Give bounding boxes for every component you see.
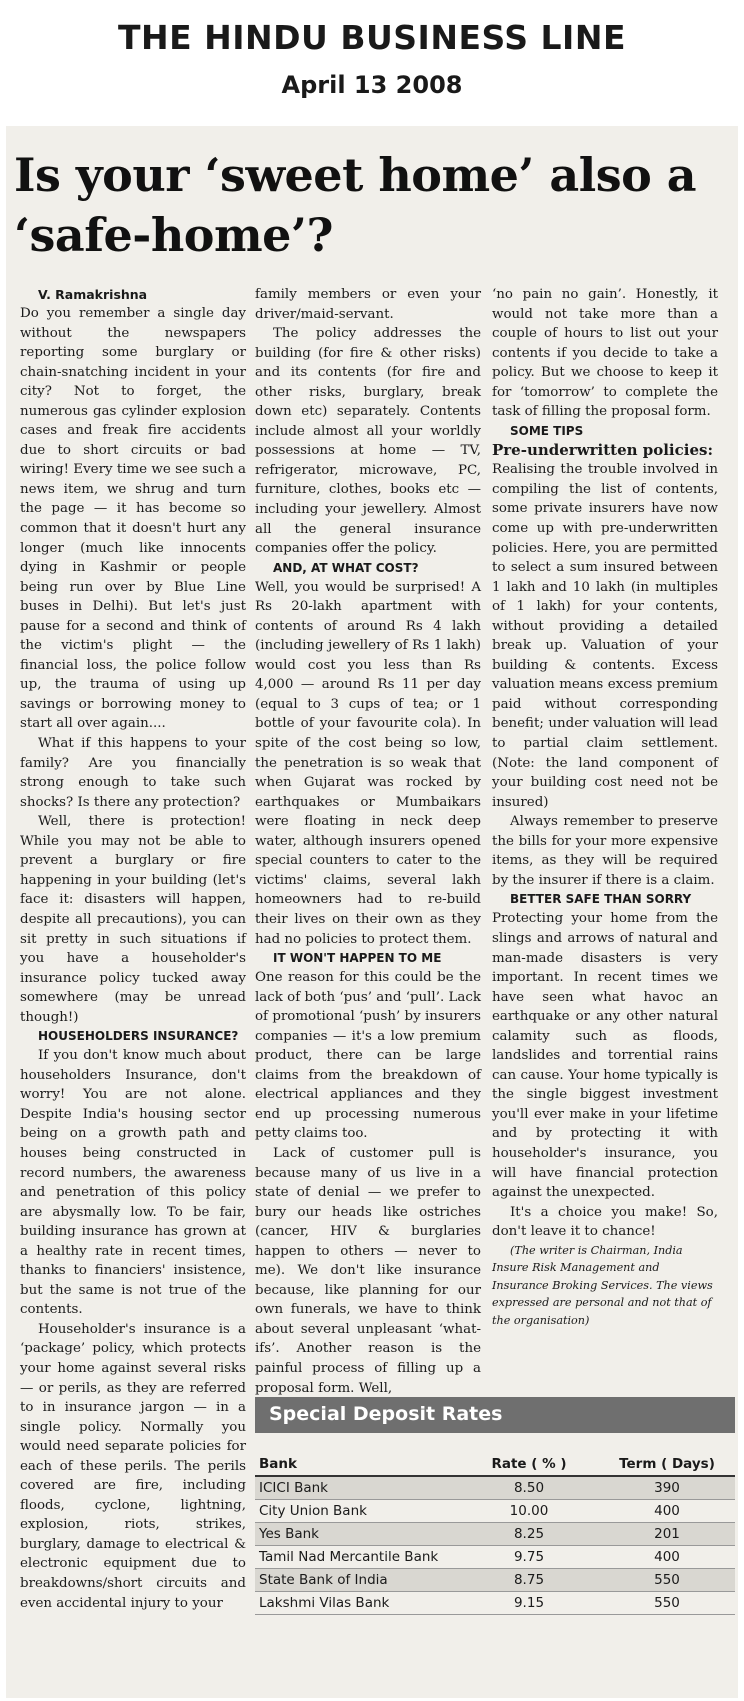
rate-column-header: Rate ( % ) — [459, 1452, 599, 1476]
table-row — [255, 1523, 735, 1546]
section-heading: SOME TIPS — [510, 423, 584, 438]
article-paragraph: family members or even your driver/maid-servant. — [255, 287, 481, 322]
newspaper-name: THE HINDU BUSINESS LINE — [117, 18, 626, 57]
headline-line-2: ‘safe-home’? — [14, 208, 333, 262]
article-paragraph: ‘no pain no gain’. Honestly, it would not take more than a couple of hours to list out your contents if you decide to take a policy. But we choose to keep it for ‘tomorrow’ to complete the task of filling the proposal form. — [492, 287, 718, 420]
rate-cell: 10.00 — [459, 1500, 599, 1523]
article-paragraph: Do you remember a single day without the newspapers reporting some burglary or chain-snatching incident in your city? Not to forget, the numerous gas cylinder explosion cases and freak fire accidents due to short circuits or bad wiring! Every time we see such a news item, we shrug and turn the page — it has become so common that it doesn't hurt any longer (much like innocents dying in Kashmir or people being run over by Blue Line buses in Delhi). But let's just pause for a second and think of the victim's plight — the financial loss, the police follow up, the trauma of using up savings or borrowing money to start all over again.... — [20, 306, 246, 732]
article-paragraph: The policy addresses the building (for fire & other risks) and its contents (for fire and other risks, burglary, break down etc) separately. Contents include almost all your worldly possessions at home — TV, refrigerator, microwave, PC, furniture, clothes, books etc — including your jewellery. Almost all the general insurance companies offer the policy. — [255, 326, 481, 557]
bank-cell: Tamil Nad Mercantile Bank — [255, 1546, 459, 1569]
rate-cell: 9.75 — [459, 1546, 599, 1569]
rate-cell: 8.25 — [459, 1523, 599, 1546]
article-paragraph: Always remember to preserve the bills for your more expensive items, as they will be required by the insurer if there is a claim. — [492, 814, 718, 888]
bank-column-header: Bank — [255, 1452, 459, 1476]
term-cell: 201 — [599, 1523, 735, 1546]
bank-cell: Lakshmi Vilas Bank — [255, 1592, 459, 1615]
rates-title: Special Deposit Rates — [269, 1403, 503, 1425]
rate-cell: 9.15 — [459, 1592, 599, 1615]
article-paragraph: If you don't know much about householders Insurance, don't worry! You are not alone. Despite India's housing sector being on a growth path and houses being constructed in record numbers, the awareness and penetration of this policy are abysmally low. To be fair, building insurance has grown at a healthy rate in recent times, thanks to financiers' insistence, but the same is not true of the contents. — [20, 1048, 246, 1318]
term-cell: 400 — [599, 1546, 735, 1569]
rate-cell: 8.50 — [459, 1476, 599, 1500]
bank-cell: State Bank of India — [255, 1569, 459, 1592]
bank-cell: Yes Bank — [255, 1523, 459, 1546]
bank-cell: City Union Bank — [255, 1500, 459, 1523]
article-paragraph: Lack of customer pull is because many of us live in a state of denial — we prefer to bury our heads like ostriches (cancer, HIV & burglaries happen to others — never to me). We don't like insurance because, like planning for our own funerals, we have to think about several unpleasant ‘what-ifs’. Another reason is the painful process of filling up a proposal form. Well, — [255, 1145, 481, 1396]
headline-line-1: Is your ‘sweet home’ also a — [14, 148, 697, 202]
table-row — [255, 1569, 735, 1592]
byline: V. Ramakrishna — [38, 287, 148, 302]
term-cell: 400 — [599, 1500, 735, 1523]
table-row — [255, 1476, 735, 1500]
section-heading: HOUSEHOLDERS INSURANCE? — [38, 1029, 239, 1044]
term-cell: 550 — [599, 1592, 735, 1615]
term-cell: 550 — [599, 1569, 735, 1592]
publication-date: April 13 2008 — [281, 71, 463, 99]
section-heading: IT WON'T HAPPEN TO ME — [273, 951, 442, 966]
rates-banner — [255, 1397, 735, 1433]
deposit-rates-box — [255, 1397, 735, 1687]
article-paragraph: Well, you would be surprised! A Rs 20-lakh apartment with contents of around Rs 4 lakh (including jewellery of Rs 1 lakh) would cost you less than Rs 4,000 — around Rs 11 per day (equal to 3 cups of tea; or 1 bottle of your favourite cola). In spite of the cost being so low, the penetration is so weak that when Gujarat was rocked by earthquakes or Mumbaikars were floating in neck deep water, although insurers opened special counters to cater to the victims' claims, several lakh homeowners had to re-build their lives on their own as they had no policies to protect them. — [255, 579, 481, 947]
masthead — [0, 0, 744, 130]
rates-table — [255, 1452, 735, 1615]
table-row — [255, 1592, 735, 1615]
tip-lead: Pre-underwritten policies: — [492, 440, 713, 459]
article-paragraph: What if this happens to your family? Are you financially strong enough to take such shocks? Is there any protection? — [20, 736, 246, 810]
section-heading: AND, AT WHAT COST? — [273, 560, 419, 575]
article-paragraph: One reason for this could be the lack of both ‘pus’ and ‘pull’. Lack of promotional ‘push’ by insurers companies — it's a low premium product, there can be large claims from the breakdown of electrical appliances and they end up processing numerous petty claims too. — [255, 970, 481, 1142]
article-column-2 — [255, 285, 481, 1398]
article-paragraph: Householder's insurance is a ‘package’ policy, which protects your home against several risks — or perils, as they are referred to in insurance jargon — in a single policy. Normally you would need separate policies for each of these perils. The perils covered are fire, including floods, cyclone, lightning, explosion, riots, strikes, burglary, damage to electrical & electronic equipment due to breakdowns/short circuits and even accidental injury to your — [20, 1321, 246, 1611]
author-note: (The writer is Chairman, India Insure Risk Management and Insurance Broking Services. The views expressed are personal and not that of the organisation) — [492, 1243, 713, 1327]
article-paragraph: Well, there is protection! While you may not be able to prevent a burglary or fire happening in your building (let's face it: disasters will happen, despite all precautions), you can sit pretty in such situations if you have a householder's insurance policy tucked away somewhere (may be unread though!) — [20, 814, 246, 1025]
article-column-3 — [492, 285, 718, 1329]
table-row — [255, 1500, 735, 1523]
table-row — [255, 1546, 735, 1569]
section-heading: BETTER SAFE THAN SORRY — [510, 892, 692, 907]
article-paragraph: It's a choice you make! So, don't leave it to chance! — [492, 1204, 718, 1240]
rates-header-row — [255, 1452, 735, 1476]
term-column-header: Term ( Days) — [599, 1452, 735, 1476]
article-paragraph: Realising the trouble involved in compiling the list of contents, some private insurers have now come up with pre-underwritten policies. Here, you are permitted to select a sum insured between 1 lakh and 10 lakh (in multiples of 1 lakh) for your contents, without providing a detailed break up. Valuation of your building & contents. Excess valuation means excess premium paid without corresponding benefit; under valuation will lead to partial claim settlement. (Note: the land component of your building cost need not be insured) — [492, 462, 718, 810]
rate-cell: 8.75 — [459, 1569, 599, 1592]
article-paragraph: Protecting your home from the slings and arrows of natural and man-made disasters is very important. In recent times we have seen what havoc an earthquake or any other natural calamity such as floods, landslides and torrential rains can cause. Your home typically is the single biggest investment you'll ever make in your lifetime and by protecting it with householder's insurance, you will have financial protection against the unexpected. — [492, 911, 718, 1201]
article-headline — [14, 145, 714, 265]
term-cell: 390 — [599, 1476, 735, 1500]
article-column-1 — [20, 285, 246, 1613]
bank-cell: ICICI Bank — [255, 1476, 459, 1500]
